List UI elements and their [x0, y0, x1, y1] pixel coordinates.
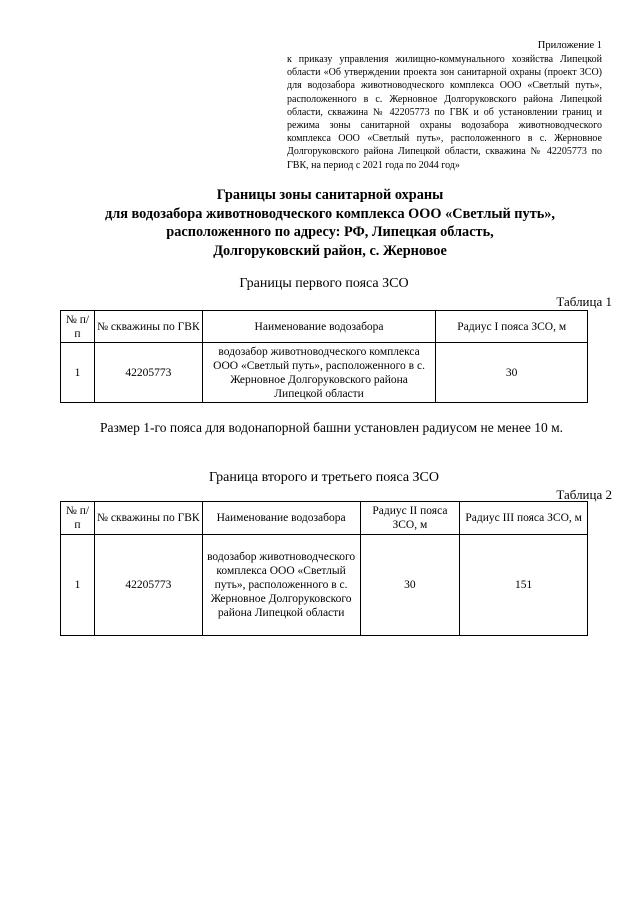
document-title — [60, 186, 600, 260]
table-cell: 151 — [460, 535, 588, 636]
title-line: Долгоруковский район, с. Жерновое — [213, 242, 447, 259]
table-header-cell: Радиус II пояса ЗСО, м — [360, 502, 460, 535]
table-cell: водозабор животноводческого комплекса ООО «Светлый путь», расположенного в с. Жерновное Долгоруковского района Липецкой области — [202, 535, 360, 636]
table-header-cell: Наименование водозабора — [202, 311, 436, 343]
title-line: расположенного по адресу: РФ, Липецкая область, — [166, 224, 494, 240]
table-header-cell: № п/п — [61, 502, 95, 535]
appendix-label: Приложение 1 — [537, 40, 602, 51]
table-header-cell: Радиус I пояса ЗСО, м — [436, 311, 588, 343]
table-header-cell: № п/п — [61, 311, 95, 343]
table-cell: 1 — [61, 535, 95, 636]
table-row — [61, 343, 588, 403]
table-row — [61, 535, 588, 636]
table-header-cell: № скважины по ГВК — [94, 311, 202, 343]
table-cell: 42205773 — [94, 343, 202, 403]
table-cell: 42205773 — [94, 535, 202, 636]
table-header-cell: № скважины по ГВК — [94, 502, 202, 535]
table1-section-title: Границы первого пояса ЗСО — [239, 276, 409, 291]
table-header-row — [61, 502, 588, 535]
paragraph: Размер 1-го пояса для водонапорной башни установлен радиусом не менее 10 м. — [100, 420, 563, 435]
title-line: для водозабора животноводческого комплекса ООО «Светлый путь», — [104, 205, 556, 222]
table-cell: водозабор животноводческого комплекса ООО «Светлый путь», расположенного в с. Жерновное Долгоруковского района Липецкой области — [202, 343, 436, 403]
table-header-row — [61, 311, 588, 343]
table-cell: 1 — [61, 343, 95, 403]
table1-caption: Таблица 1 — [556, 294, 612, 309]
table-header-cell: Радиус III пояса ЗСО, м — [460, 502, 588, 535]
table2-caption: Таблица 2 — [556, 487, 612, 502]
table1 — [60, 310, 588, 403]
table2 — [60, 501, 588, 636]
table-cell: 30 — [436, 343, 588, 403]
appendix-text: к приказу управления жилищно-коммунального хозяйства Липецкой области «Об утверждении проекта зон санитарной охраны (проект ЗСО) для водозабора животноводческого комплекса ООО «Светлый путь», расположенного в с. Жерновное Долгоруковского района Липецкой области, скважина № 42205773 по ГВК и об установлении границ и режима зоны санитарной охраны водозабора животноводческого комплекса ООО «Светлый путь», расположенного в с. Жерновное Долгоруковского района Липецкой области, скважина № 42205773 по ГВК, на период с 2021 года по 2044 год» — [287, 54, 602, 171]
table-cell: 30 — [360, 535, 460, 636]
table-header-cell: Наименование водозабора — [202, 502, 360, 535]
table2-section-title: Граница второго и третьего пояса ЗСО — [208, 470, 440, 485]
title-line: Границы зоны санитарной охраны — [216, 187, 444, 203]
